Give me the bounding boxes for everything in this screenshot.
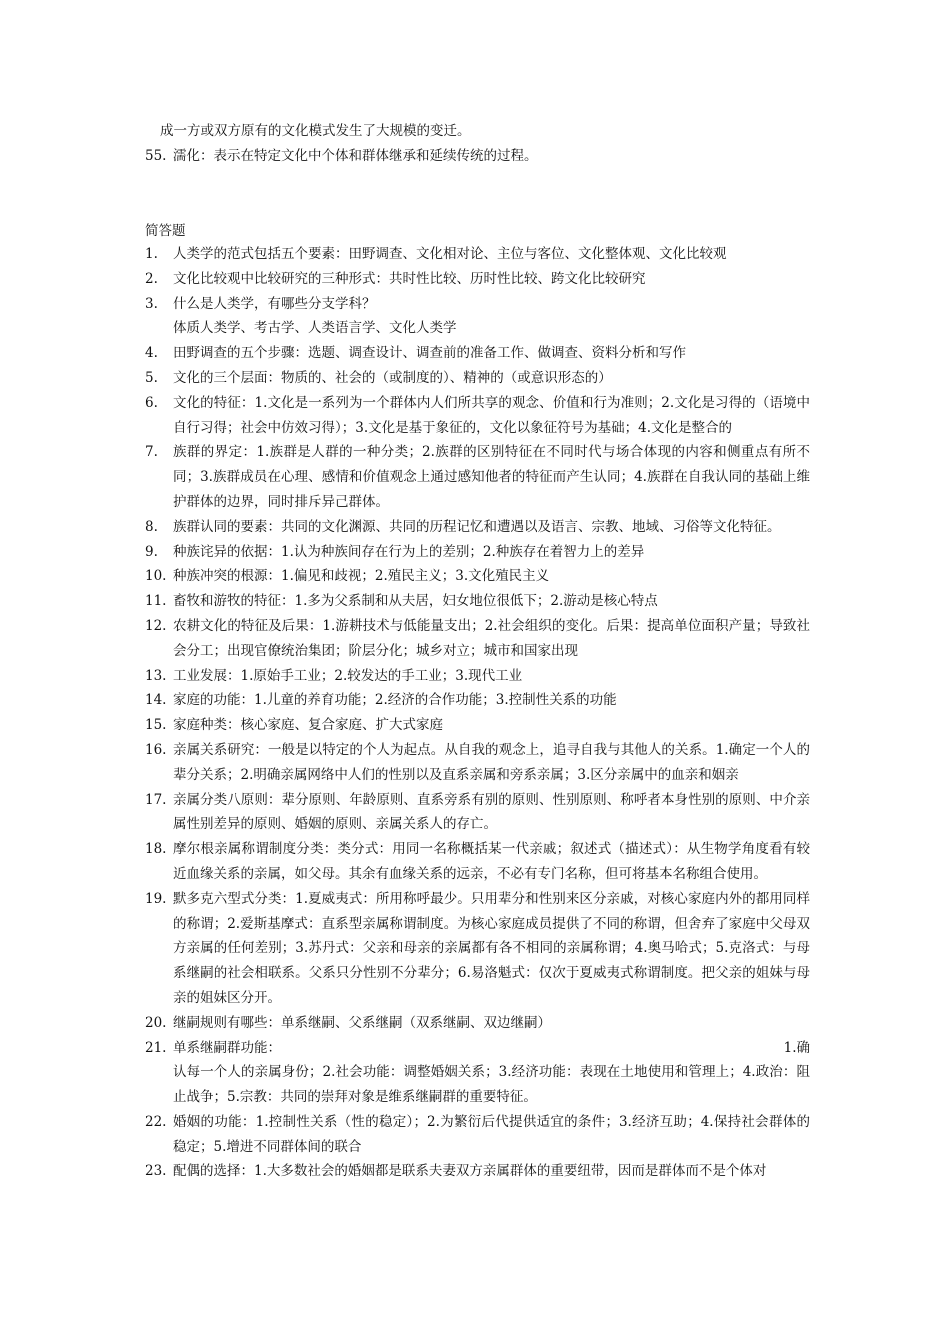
continuation-line: 成一方或双方原有的文化模式发生了大规模的变迁。 xyxy=(160,123,471,139)
item-text xyxy=(173,664,810,689)
list-item xyxy=(145,1159,810,1184)
item-text-main xyxy=(173,788,810,838)
item-text xyxy=(173,887,810,1011)
item-text xyxy=(173,1110,810,1160)
item-text-body: 婚姻的功能：1.控制性关系（性的稳定）；2.为繁衍后代提供适宜的条件；3.经济互助；4.保持社会群体的稳定；5.增进不同群体间的联合 xyxy=(173,1113,810,1155)
item-text-body: 家庭的功能：1.儿童的养育功能；2.经济的合作功能；3.控制性关系的功能 xyxy=(173,692,617,709)
list-item xyxy=(145,540,810,565)
list-item xyxy=(145,1036,810,1110)
item-text-body: 种族冲突的根源：1.偏见和歧视；2.殖民主义；3.文化殖民主义 xyxy=(173,568,550,585)
item-text-main xyxy=(173,589,810,614)
item-text-main xyxy=(173,837,810,887)
section-heading: 简答题 xyxy=(145,223,186,239)
list-item xyxy=(145,589,810,614)
item-number: 13. xyxy=(145,667,167,684)
item-text-body: 畜牧和游牧的特征：1.多为父系制和从夫居，妇女地位很低下；2.游动是核心特点 xyxy=(173,593,658,610)
list-item xyxy=(145,366,810,391)
item-number: 18. xyxy=(145,841,167,858)
item-text xyxy=(173,688,810,713)
list-item xyxy=(145,664,810,689)
item-number: 12. xyxy=(145,617,167,634)
list-item xyxy=(145,614,810,664)
item-text xyxy=(173,391,810,441)
item-text xyxy=(173,540,810,565)
item-text-main xyxy=(173,887,810,1011)
list-item xyxy=(145,564,810,589)
item-text xyxy=(173,292,810,342)
item-text xyxy=(173,788,810,838)
item-text-main xyxy=(173,1110,810,1160)
item-text-body: 工业发展：1.原始手工业；2.较发达的手工业；3.现代工业 xyxy=(173,667,523,684)
item-text-body: 摩尔根亲属称谓制度分类：类分式：用同一名称概括某一代亲戚；叙述式（描述式）：从生物学角度看有较近血缘关系的亲属，如父母。其余有血缘关系的远亲，不必有专门名称，但可将基本名称组合使用。 xyxy=(173,841,810,882)
list-item xyxy=(145,1011,810,1036)
item-text-body: 默多克六型式分类：1.夏威夷式：所用称呼最少。只用辈分和性别来区分亲戚，对核心家庭内外的都用同样的称谓；2.爱斯基摩式：直系型亲属称谓制度。为核心家庭成员提供了不同的称谓，但舍弃了家庭中父母双方亲属的任何差别；3.苏丹式：父亲和母亲的亲属都有各不相同的亲属称谓；4.奥马哈式；5.克洛式：与母系继嗣的社会相联系。父系只分性别不分辈分；6.易洛魁式：仅次于夏威夷式称谓制度。把父亲的姐妹与母亲的姐妹区分开。 xyxy=(173,890,810,1006)
item-subtext: 认每一个人的亲属身份；2.社会功能：调整婚姻关系；3.经济功能：表现在土地使用和管理上；4.政治：阻止战争；5.宗教：共同的崇拜对象是维系继嗣群的重要特征。 xyxy=(173,1064,810,1106)
item-text xyxy=(173,614,810,664)
item-text-main xyxy=(173,540,810,565)
item-text-main xyxy=(173,515,810,540)
item-number: 14. xyxy=(145,692,167,709)
item-text-body: 文化的三个层面：物质的、社会的（或制度的）、精神的（或意识形态的） xyxy=(173,369,612,386)
list-item xyxy=(145,1110,810,1160)
list-item xyxy=(145,515,810,540)
item-text xyxy=(173,589,810,614)
item-text-body: 家庭种类：核心家庭、复合家庭、扩大式家庭 xyxy=(173,717,443,734)
list-item xyxy=(145,713,810,738)
item-text-main xyxy=(173,440,810,514)
list-item xyxy=(145,242,810,267)
item-text xyxy=(173,267,810,292)
item-text xyxy=(173,738,810,788)
item-text xyxy=(173,440,810,514)
item-text xyxy=(173,1036,810,1110)
item-number: 15. xyxy=(145,717,167,734)
item-text-main xyxy=(173,713,810,738)
item-number: 23. xyxy=(145,1163,167,1180)
list-item xyxy=(145,788,810,838)
item-number: 20. xyxy=(145,1014,167,1031)
item-text-body: 什么是人类学，有哪些分支学科？ xyxy=(173,295,376,312)
item-text-main xyxy=(173,391,810,441)
item-number: 6. xyxy=(145,394,158,411)
item-text-body: 亲属分类八原则：辈分原则、年龄原则、直系旁系有别的原则、性别原则、称呼者本身性别的原则、中介亲属性别差异的原则、婚姻的原则、亲属关系人的存亡。 xyxy=(173,791,810,833)
item-text-body: 继嗣规则有哪些：单系继嗣、父系继嗣（双系继嗣、双边继嗣） xyxy=(173,1014,551,1031)
item-text xyxy=(173,242,810,267)
item-number: 8. xyxy=(145,518,158,535)
item-text-body: 文化比较观中比较研究的三种形式：共时性比较、历时性比较、跨文化比较研究 xyxy=(173,270,646,287)
item-text-main xyxy=(173,614,810,664)
list-item xyxy=(145,292,810,342)
item-text-main xyxy=(173,738,810,788)
item-text xyxy=(173,713,810,738)
item-subtext: 体质人类学、考古学、人类语言学、文化人类学 xyxy=(173,320,457,337)
item-text-main xyxy=(173,1036,810,1061)
item-text xyxy=(173,341,810,366)
item-text-body: 文化的特征：1.文化是一系列为一个群体内人们所共享的观念、价值和行为准则；2.文化是习得的（语境中自行习得；社会中仿效习得）；3.文化是基于象征的，文化以象征符号为基础；4.文化是整合的 xyxy=(173,394,810,436)
item-text-body: 单系继嗣群功能： xyxy=(173,1039,281,1056)
item-text-body: 种族诧异的依据：1.认为种族间存在行为上的差别；2.种族存在着智力上的差异 xyxy=(173,543,645,560)
definition-55 xyxy=(145,144,810,169)
list-item xyxy=(145,887,810,1011)
item-text xyxy=(173,1011,810,1036)
item-text-main xyxy=(173,1159,810,1184)
item-text-body: 配偶的选择：1.大多数社会的婚姻都是联系夫妻双方亲属群体的重要纽带，因而是群体而不是个体对 xyxy=(173,1163,767,1180)
list-item xyxy=(145,391,810,441)
item-number: 22. xyxy=(145,1113,167,1130)
list-item xyxy=(145,688,810,713)
list-item xyxy=(145,144,810,169)
item-number: 7. xyxy=(145,444,158,461)
item-number: 1. xyxy=(145,246,158,262)
item-text-body: 农耕文化的特征及后果：1.游耕技术与低能量支出；2.社会组织的变化。后果：提高单位面积产量；导致社会分工；出现官僚统治集团；阶层分化；城乡对立；城市和国家出现 xyxy=(173,617,810,659)
item-text: 濡化：表示在特定文化中个体和群体继承和延续传统的过程。 xyxy=(173,148,538,164)
item-text-main xyxy=(173,366,810,391)
item-text-main xyxy=(173,242,810,267)
item-text-main xyxy=(173,341,810,366)
list-item xyxy=(145,738,810,788)
item-text-main xyxy=(173,1011,810,1036)
short-answer-list xyxy=(145,242,810,1184)
item-text-body: 田野调查的五个步骤：选题、调查设计、调查前的准备工作、做调查、资料分析和写作 xyxy=(173,345,686,362)
item-number: 10. xyxy=(145,568,167,585)
item-number: 16. xyxy=(145,741,167,758)
list-item xyxy=(145,267,810,292)
item-number: 21. xyxy=(145,1039,167,1056)
item-text-right: 1.确 xyxy=(783,1039,810,1056)
item-number: 4. xyxy=(145,345,158,362)
item-number: 3. xyxy=(145,295,158,312)
item-text-main xyxy=(173,267,810,292)
list-item xyxy=(145,440,810,514)
item-text-body: 亲属关系研究：一般是以特定的个人为起点。从自我的观念上，追寻自我与其他人的关系。1.确定一个人的辈分关系；2.明确亲属网络中人们的性别以及直系亲属和旁系亲属；3.区分亲属中的血亲和姻亲 xyxy=(173,741,810,783)
item-text-main xyxy=(173,688,810,713)
item-text xyxy=(173,1159,810,1184)
item-text xyxy=(173,366,810,391)
item-text-body: 族群认同的要素：共同的文化渊源、共同的历程记忆和遭遇以及语言、宗教、地域、习俗等文化特征。 xyxy=(173,518,781,535)
item-text-body: 人类学的范式包括五个要素：田野调查、文化相对论、主位与客位、文化整体观、文化比较观 xyxy=(173,246,727,262)
item-text-body: 族群的界定：1.族群是人群的一种分类；2.族群的区别特征在不同时代与场合体现的内容和侧重点有所不同；3.族群成员在心理、感情和价值观念上通过感知他者的特征而产生认同；4.族群在自我认同的基础上维护群体的边界，同时排斥异己群体。 xyxy=(173,444,810,510)
list-item xyxy=(145,341,810,366)
item-text-main xyxy=(173,292,810,317)
list-item xyxy=(145,837,810,887)
item-text xyxy=(173,515,810,540)
item-number: 5. xyxy=(145,369,158,386)
item-text xyxy=(173,837,810,887)
item-number: 9. xyxy=(145,543,158,560)
item-text-main xyxy=(173,564,810,589)
item-text-main xyxy=(173,664,810,689)
item-number: 55. xyxy=(145,148,167,164)
item-number: 17. xyxy=(145,791,167,808)
item-number: 19. xyxy=(145,890,167,907)
item-number: 11. xyxy=(145,593,167,610)
item-text xyxy=(173,564,810,589)
item-number: 2. xyxy=(145,270,158,287)
